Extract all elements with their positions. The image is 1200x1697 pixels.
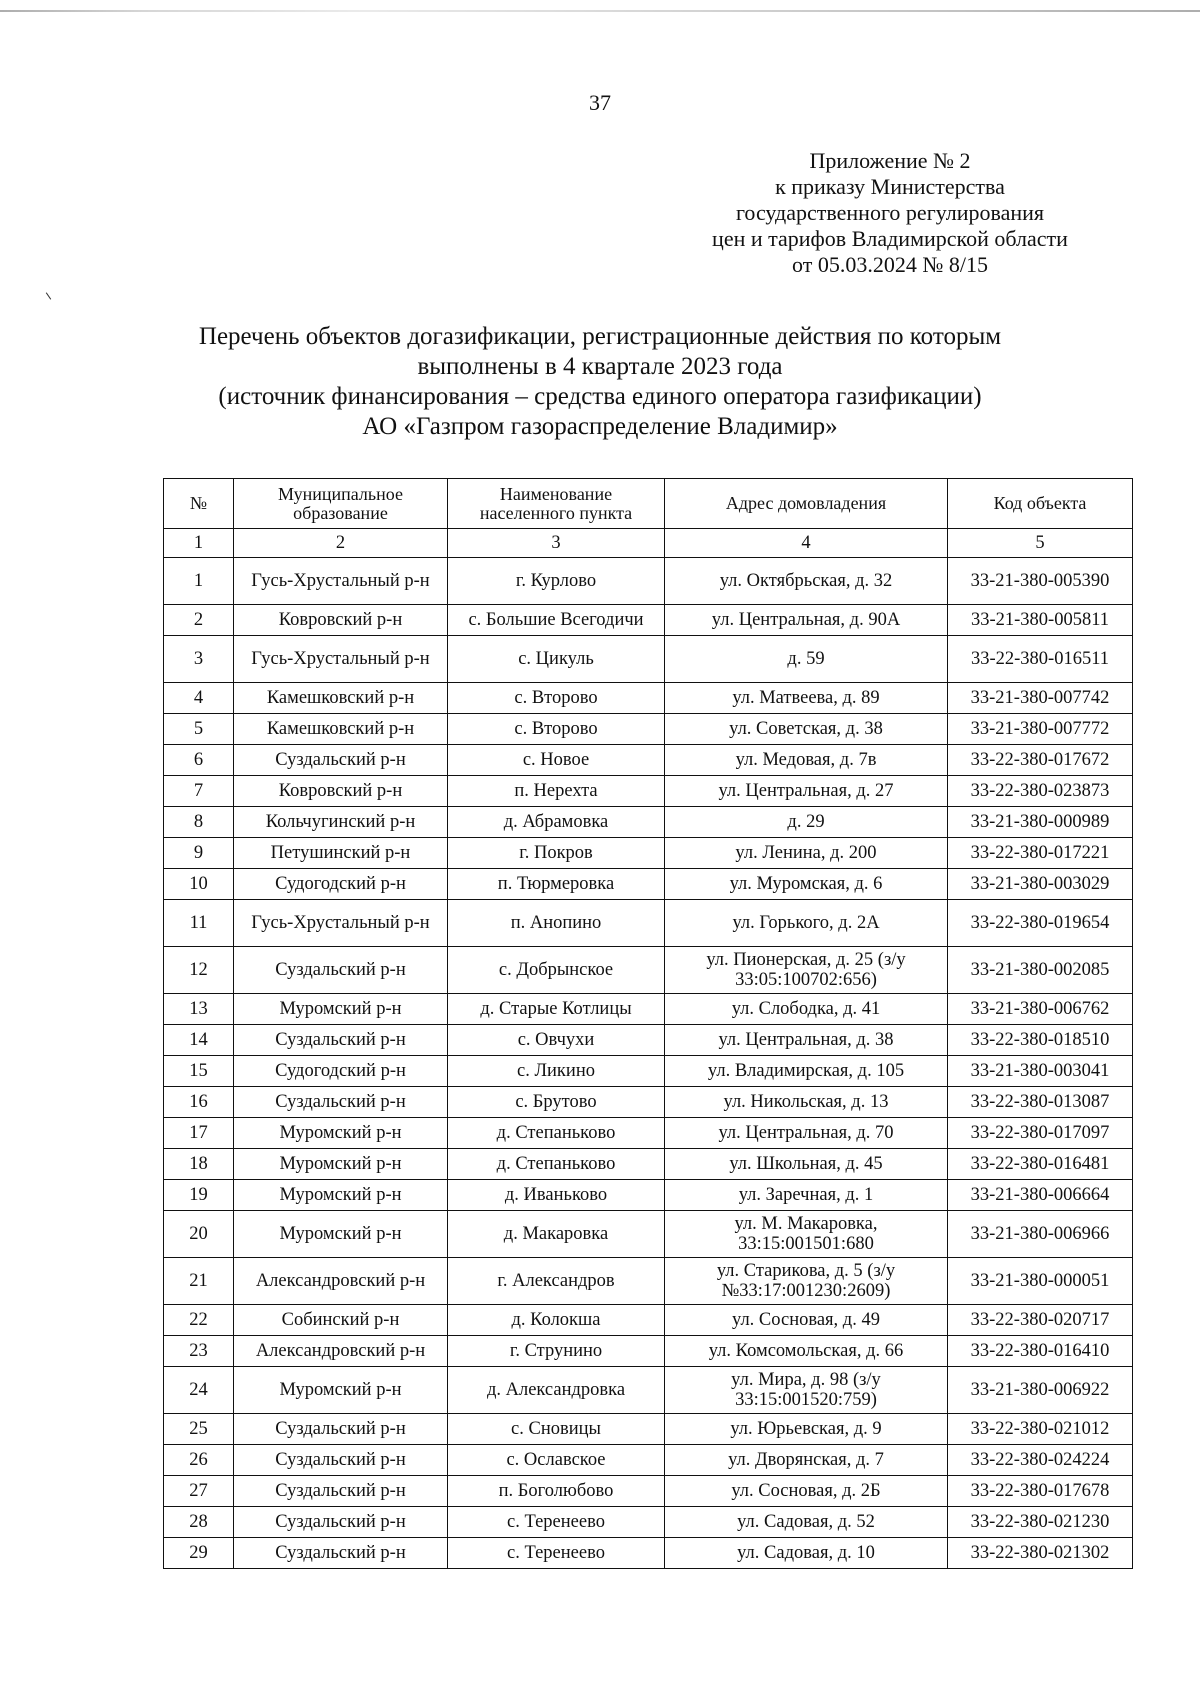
municipality-cell: Кольчугинский р-н [234,807,448,838]
municipality-cell: Муромский р-н [234,1118,448,1149]
municipality-cell: Гусь-Хрустальный р-н [234,558,448,605]
municipality-cell: Муромский р-н [234,1180,448,1211]
row-number-cell: 1 [164,558,234,605]
address-cell: ул. Горького, д. 2А [665,900,948,947]
column-number: 3 [448,529,665,558]
object-code-cell: 33-21-380-007742 [948,683,1133,714]
municipality-cell: Гусь-Хрустальный р-н [234,636,448,683]
row-number-cell: 14 [164,1025,234,1056]
header-address: Адрес домовладения [665,479,948,529]
table-row [164,807,1133,838]
row-number-cell: 17 [164,1118,234,1149]
header-settlement: Наименование населенного пункта [448,479,665,529]
object-code-cell: 33-21-380-000989 [948,807,1133,838]
object-code-cell: 33-22-380-021230 [948,1507,1133,1538]
settlement-cell: г. Александров [448,1258,665,1305]
municipality-cell: Суздальский р-н [234,1538,448,1569]
object-code-cell: 33-21-380-006664 [948,1180,1133,1211]
settlement-cell: д. Александровка [448,1367,665,1414]
table-row [164,1445,1133,1476]
row-number-cell: 21 [164,1258,234,1305]
table-row [164,838,1133,869]
address-cell: ул. М. Макаровка, 33:15:001501:680 [665,1211,948,1258]
municipality-cell: Муромский р-н [234,1367,448,1414]
address-cell: ул. Центральная, д. 38 [665,1025,948,1056]
row-number-cell: 19 [164,1180,234,1211]
address-cell: ул. Мира, д. 98 (з/у 33:15:001520:759) [665,1367,948,1414]
row-number-cell: 11 [164,900,234,947]
table-row [164,745,1133,776]
municipality-cell: Ковровский р-н [234,776,448,807]
scan-edge-line [0,10,1200,12]
settlement-cell: п. Нерехта [448,776,665,807]
municipality-cell: Суздальский р-н [234,745,448,776]
settlement-cell: с. Ликино [448,1056,665,1087]
address-cell: ул. Садовая, д. 52 [665,1507,948,1538]
settlement-cell: г. Струнино [448,1336,665,1367]
object-code-cell: 33-21-380-000051 [948,1258,1133,1305]
row-number-cell: 24 [164,1367,234,1414]
appendix-line: цен и тарифов Владимирской области [712,226,1068,251]
settlement-cell: с. Большие Всегодичи [448,605,665,636]
settlement-cell: с. Цикуль [448,636,665,683]
municipality-cell: Петушинский р-н [234,838,448,869]
table-row [164,1211,1133,1258]
settlement-cell: г. Покров [448,838,665,869]
settlement-cell: д. Старые Котлицы [448,994,665,1025]
address-cell: ул. Школьная, д. 45 [665,1149,948,1180]
settlement-cell: с. Новое [448,745,665,776]
address-cell: ул. Садовая, д. 10 [665,1538,948,1569]
table-row [164,636,1133,683]
objects-table [163,478,1133,1569]
appendix-line: от 05.03.2024 № 8/15 [792,252,988,277]
table-row [164,1056,1133,1087]
settlement-cell: д. Иваньково [448,1180,665,1211]
address-cell: ул. Сосновая, д. 49 [665,1305,948,1336]
object-code-cell: 33-21-380-006966 [948,1211,1133,1258]
municipality-cell: Судогодский р-н [234,1056,448,1087]
table-row [164,1258,1133,1305]
settlement-cell: г. Курлово [448,558,665,605]
settlement-cell: с. Брутово [448,1087,665,1118]
header-object-code: Код объекта [948,479,1133,529]
object-code-cell: 33-22-380-016481 [948,1149,1133,1180]
municipality-cell: Ковровский р-н [234,605,448,636]
object-code-cell: 33-22-380-016511 [948,636,1133,683]
column-number: 1 [164,529,234,558]
object-code-cell: 33-22-380-018510 [948,1025,1133,1056]
table-row [164,1336,1133,1367]
appendix-note [660,148,1120,278]
row-number-cell: 27 [164,1476,234,1507]
settlement-cell: с. Сновицы [448,1414,665,1445]
municipality-cell: Муромский р-н [234,994,448,1025]
object-code-cell: 33-22-380-017221 [948,838,1133,869]
address-cell: ул. Центральная, д. 27 [665,776,948,807]
settlement-cell: с. Овчухи [448,1025,665,1056]
object-code-cell: 33-22-380-013087 [948,1087,1133,1118]
title-line: (источник финансирования – средства единого оператора газификации) [218,383,982,410]
object-code-cell: 33-22-380-017672 [948,745,1133,776]
address-cell: д. 59 [665,636,948,683]
settlement-cell: с. Теренеево [448,1507,665,1538]
settlement-cell: с. Теренеево [448,1538,665,1569]
object-code-cell: 33-21-380-007772 [948,714,1133,745]
address-cell: ул. Дворянская, д. 7 [665,1445,948,1476]
row-number-cell: 12 [164,947,234,994]
settlement-cell: д. Колокша [448,1305,665,1336]
object-code-cell: 33-22-380-024224 [948,1445,1133,1476]
object-code-cell: 33-22-380-017097 [948,1118,1133,1149]
row-number-cell: 6 [164,745,234,776]
title-line: Перечень объектов догазификации, регистрационные действия по которым [198,323,1002,350]
municipality-cell: Суздальский р-н [234,1087,448,1118]
municipality-cell: Суздальский р-н [234,1414,448,1445]
address-cell: ул. Ленина, д. 200 [665,838,948,869]
object-code-cell: 33-22-380-016410 [948,1336,1133,1367]
table-row [164,558,1133,605]
row-number-cell: 10 [164,869,234,900]
municipality-cell: Гусь-Хрустальный р-н [234,900,448,947]
settlement-cell: д. Степаньково [448,1118,665,1149]
appendix-line: Приложение № 2 [809,148,971,173]
municipality-cell: Суздальский р-н [234,1025,448,1056]
row-number-cell: 22 [164,1305,234,1336]
address-cell: ул. Медовая, д. 7в [665,745,948,776]
address-cell: ул. Октябрьская, д. 32 [665,558,948,605]
column-number: 4 [665,529,948,558]
settlement-cell: д. Степаньково [448,1149,665,1180]
object-code-cell: 33-22-380-019654 [948,900,1133,947]
address-cell: ул. Сосновая, д. 2Б [665,1476,948,1507]
settlement-cell: д. Макаровка [448,1211,665,1258]
address-cell: ул. Муромская, д. 6 [665,869,948,900]
table-row [164,1149,1133,1180]
table-row [164,869,1133,900]
appendix-line: к приказу Министерства [775,174,1005,199]
row-number-cell: 20 [164,1211,234,1258]
settlement-cell: п. Анопино [448,900,665,947]
row-number-cell: 13 [164,994,234,1025]
address-cell: ул. Слободка, д. 41 [665,994,948,1025]
object-code-cell: 33-21-380-003029 [948,869,1133,900]
table-row [164,1025,1133,1056]
object-code-cell: 33-22-380-023873 [948,776,1133,807]
header-municipality: Муниципальное образование [234,479,448,529]
address-cell: ул. Юрьевская, д. 9 [665,1414,948,1445]
address-cell: ул. Владимирская, д. 105 [665,1056,948,1087]
municipality-cell: Судогодский р-н [234,869,448,900]
row-number-cell: 15 [164,1056,234,1087]
municipality-cell: Суздальский р-н [234,1507,448,1538]
row-number-cell: 23 [164,1336,234,1367]
row-number-cell: 28 [164,1507,234,1538]
object-code-cell: 33-22-380-021012 [948,1414,1133,1445]
column-number: 5 [948,529,1133,558]
row-number-cell: 4 [164,683,234,714]
municipality-cell: Суздальский р-н [234,1445,448,1476]
column-number: 2 [234,529,448,558]
table-row [164,605,1133,636]
object-code-cell: 33-22-380-021302 [948,1538,1133,1569]
table-row [164,1180,1133,1211]
object-code-cell: 33-21-380-006922 [948,1367,1133,1414]
address-cell: ул. Заречная, д. 1 [665,1180,948,1211]
table-row [164,1507,1133,1538]
municipality-cell: Александровский р-н [234,1258,448,1305]
settlement-cell: с. Ославское [448,1445,665,1476]
address-cell: ул. Никольская, д. 13 [665,1087,948,1118]
row-number-cell: 2 [164,605,234,636]
table-row [164,947,1133,994]
table-row [164,1367,1133,1414]
table-row [164,683,1133,714]
settlement-cell: п. Боголюбово [448,1476,665,1507]
table-row [164,994,1133,1025]
row-number-cell: 7 [164,776,234,807]
municipality-cell: Муромский р-н [234,1211,448,1258]
municipality-cell: Камешковский р-н [234,683,448,714]
address-cell: ул. Центральная, д. 70 [665,1118,948,1149]
table-row [164,1538,1133,1569]
municipality-cell: Суздальский р-н [234,1476,448,1507]
municipality-cell: Муромский р-н [234,1149,448,1180]
row-number-cell: 29 [164,1538,234,1569]
row-number-cell: 18 [164,1149,234,1180]
document-title [0,322,1200,442]
row-number-cell: 5 [164,714,234,745]
title-line: выполнены в 4 квартале 2023 года [417,353,783,380]
settlement-cell: с. Второво [448,714,665,745]
row-number-cell: 16 [164,1087,234,1118]
settlement-cell: с. Второво [448,683,665,714]
object-code-cell: 33-21-380-006762 [948,994,1133,1025]
settlement-cell: д. Абрамовка [448,807,665,838]
title-line: АО «Газпром газораспределение Владимир» [362,413,838,440]
object-code-cell: 33-21-380-005390 [948,558,1133,605]
row-number-cell: 25 [164,1414,234,1445]
municipality-cell: Камешковский р-н [234,714,448,745]
column-number-row [164,529,1133,558]
row-number-cell: 8 [164,807,234,838]
address-cell: ул. Центральная, д. 90А [665,605,948,636]
table-row [164,1414,1133,1445]
page-number: 37 [589,90,611,115]
municipality-cell: Суздальский р-н [234,947,448,994]
settlement-cell: с. Добрынское [448,947,665,994]
municipality-cell: Александровский р-н [234,1336,448,1367]
object-code-cell: 33-22-380-017678 [948,1476,1133,1507]
address-cell: ул. Старикова, д. 5 (з/у №33:17:001230:2609) [665,1258,948,1305]
settlement-cell: п. Тюрмеровка [448,869,665,900]
row-number-cell: 3 [164,636,234,683]
table-row [164,1476,1133,1507]
object-code-cell: 33-21-380-003041 [948,1056,1133,1087]
table-row [164,1118,1133,1149]
address-cell: д. 29 [665,807,948,838]
table-body [164,529,1133,1569]
header-number: № [164,479,234,529]
address-cell: ул. Комсомольская, д. 66 [665,1336,948,1367]
municipality-cell: Собинский р-н [234,1305,448,1336]
object-code-cell: 33-21-380-005811 [948,605,1133,636]
table-row [164,900,1133,947]
row-number-cell: 9 [164,838,234,869]
appendix-line: государственного регулирования [735,200,1045,225]
address-cell: ул. Пионерская, д. 25 (з/у 33:05:100702:656) [665,947,948,994]
object-code-cell: 33-22-380-020717 [948,1305,1133,1336]
table-row [164,1087,1133,1118]
address-cell: ул. Матвеева, д. 89 [665,683,948,714]
object-code-cell: 33-21-380-002085 [948,947,1133,994]
table-row [164,776,1133,807]
table-row [164,714,1133,745]
scan-speck [46,292,51,299]
row-number-cell: 26 [164,1445,234,1476]
table-header-row [164,479,1133,529]
table-row [164,1305,1133,1336]
address-cell: ул. Советская, д. 38 [665,714,948,745]
